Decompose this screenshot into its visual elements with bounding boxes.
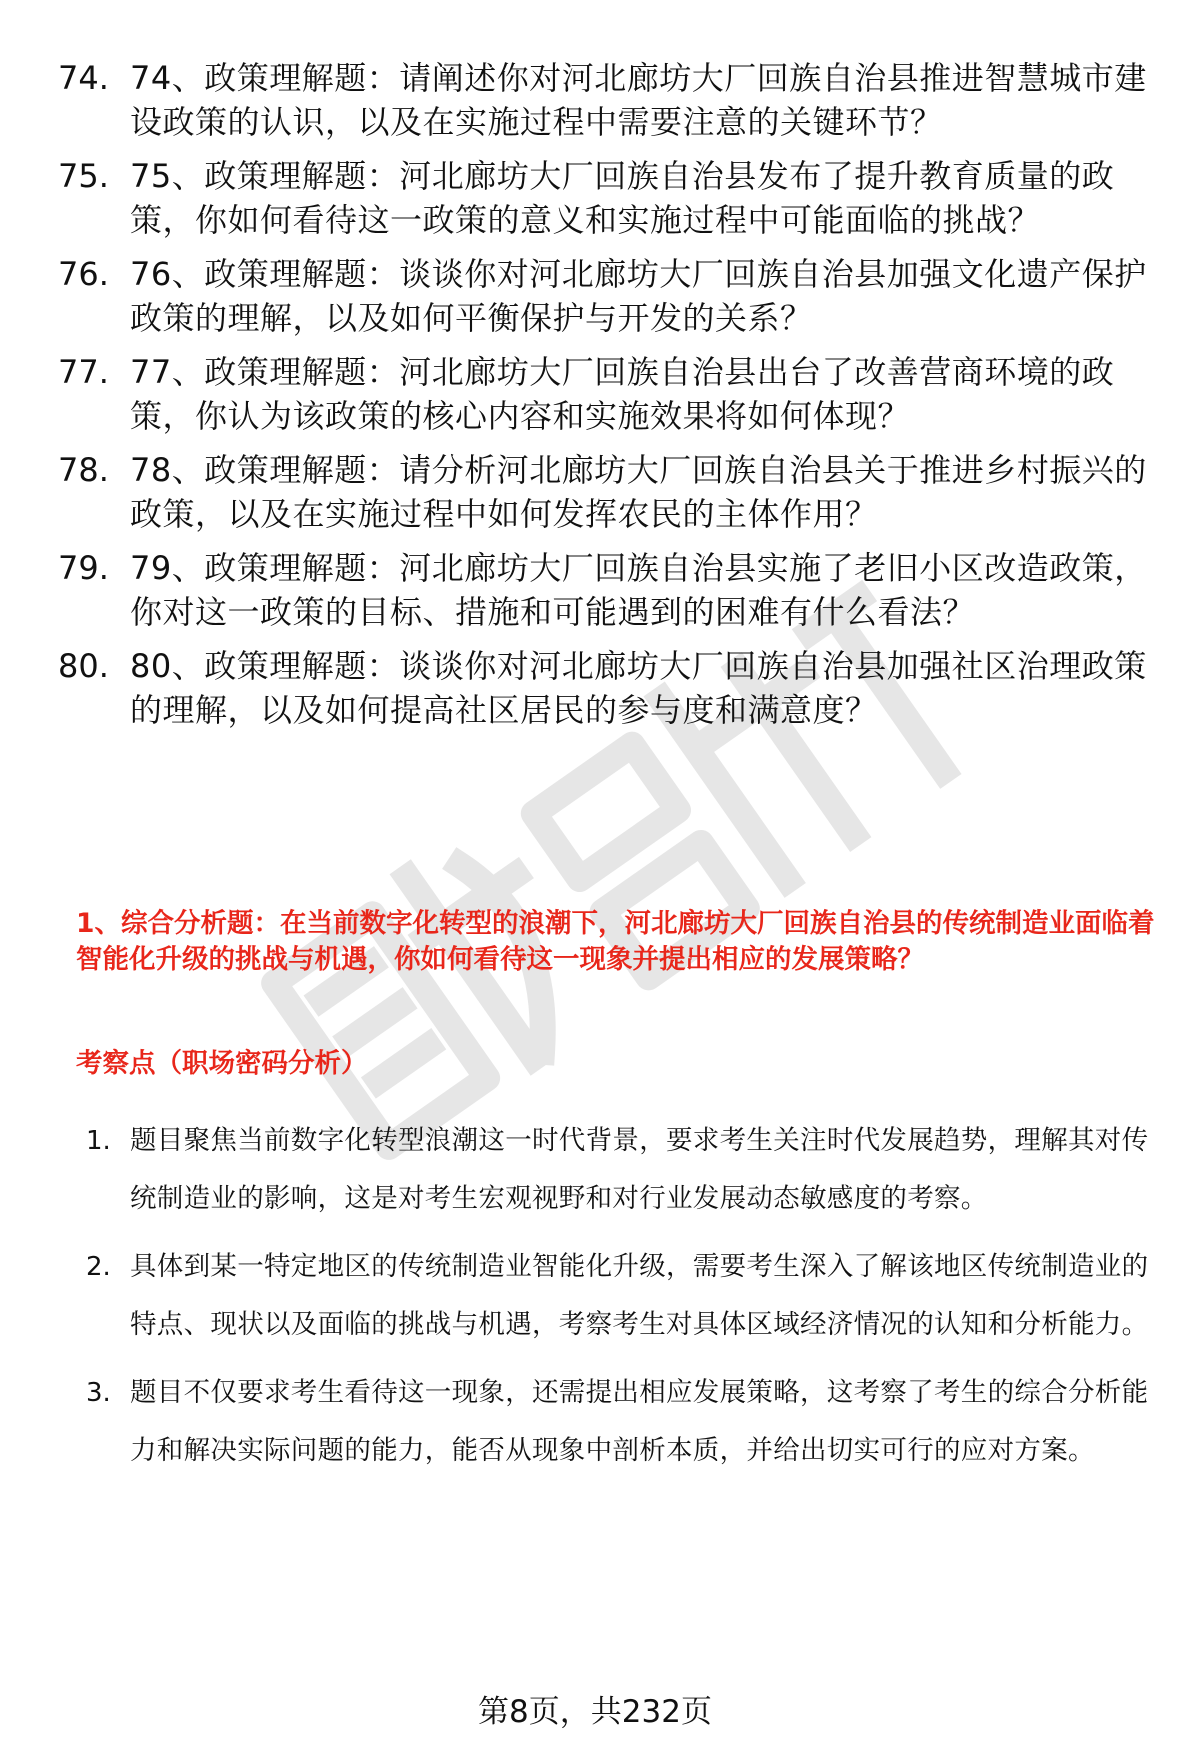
question-number: 80.	[58, 647, 109, 685]
question-text: 75、政策理解题：河北廊坊大厂回族自治县发布了提升教育质量的政策，你如何看待这一政策的意义和实施过程中可能面临的挑战？	[130, 157, 1115, 239]
list-item	[58, 644, 1158, 732]
question-number: 75.	[58, 157, 109, 195]
list-item	[86, 1238, 1156, 1354]
question-list	[58, 56, 1158, 742]
analysis-subheading: 考察点（职场密码分析）	[76, 1048, 368, 1079]
point-text: 题目聚焦当前数字化转型浪潮这一时代背景，要求考生关注时代发展趋势，理解其对传统制造业的影响，这是对考生宏观视野和对行业发展动态敏感度的考察。	[130, 1125, 1149, 1214]
question-number: 76.	[58, 255, 109, 293]
featured-question-title: 1、综合分析题：在当前数字化转型的浪潮下，河北廊坊大厂回族自治县的传统制造业面临着智能化升级的挑战与机遇，你如何看待这一现象并提出相应的发展策略？	[76, 908, 1155, 975]
point-number: 2.	[86, 1252, 111, 1282]
point-number: 3.	[86, 1378, 111, 1408]
list-item	[86, 1364, 1156, 1480]
list-item	[58, 448, 1158, 536]
question-text: 80、政策理解题：谈谈你对河北廊坊大厂回族自治县加强社区治理政策的理解，以及如何提高社区居民的参与度和满意度？	[130, 647, 1147, 729]
question-text: 79、政策理解题：河北廊坊大厂回族自治县实施了老旧小区改造政策，你对这一政策的目标、措施和可能遇到的困难有什么看法？	[130, 549, 1147, 631]
question-number: 74.	[58, 59, 109, 97]
list-item	[58, 154, 1158, 242]
point-text: 题目不仅要求考生看待这一现象，还需提出相应发展策略，这考察了考生的综合分析能力和解决实际问题的能力，能否从现象中剖析本质，并给出切实可行的应对方案。	[130, 1377, 1149, 1466]
list-item	[58, 546, 1158, 634]
question-number: 78.	[58, 451, 109, 489]
list-item	[58, 350, 1158, 438]
list-item	[86, 1112, 1156, 1228]
question-number: 79.	[58, 549, 109, 587]
question-text: 74、政策理解题：请阐述你对河北廊坊大厂回族自治县推进智慧城市建设政策的认识，以及在实施过程中需要注意的关键环节？	[130, 59, 1147, 141]
list-item	[58, 56, 1158, 144]
question-number: 77.	[58, 353, 109, 391]
question-text: 77、政策理解题：河北廊坊大厂回族自治县出台了改善营商环境的政策，你认为该政策的核心内容和实施效果将如何体现？	[130, 353, 1115, 435]
question-text: 78、政策理解题：请分析河北廊坊大厂回族自治县关于推进乡村振兴的政策，以及在实施过程中如何发挥农民的主体作用？	[130, 451, 1147, 533]
point-number: 1.	[86, 1126, 111, 1156]
question-text: 76、政策理解题：谈谈你对河北廊坊大厂回族自治县加强文化遗产保护政策的理解，以及如何平衡保护与开发的关系？	[130, 255, 1147, 337]
list-item	[58, 252, 1158, 340]
page-number-footer: 第8页，共232页	[478, 1694, 712, 1730]
analysis-points-list	[86, 1112, 1156, 1490]
point-text: 具体到某一特定地区的传统制造业智能化升级，需要考生深入了解该地区传统制造业的特点、现状以及面临的挑战与机遇，考察考生对具体区域经济情况的认知和分析能力。	[130, 1251, 1149, 1340]
